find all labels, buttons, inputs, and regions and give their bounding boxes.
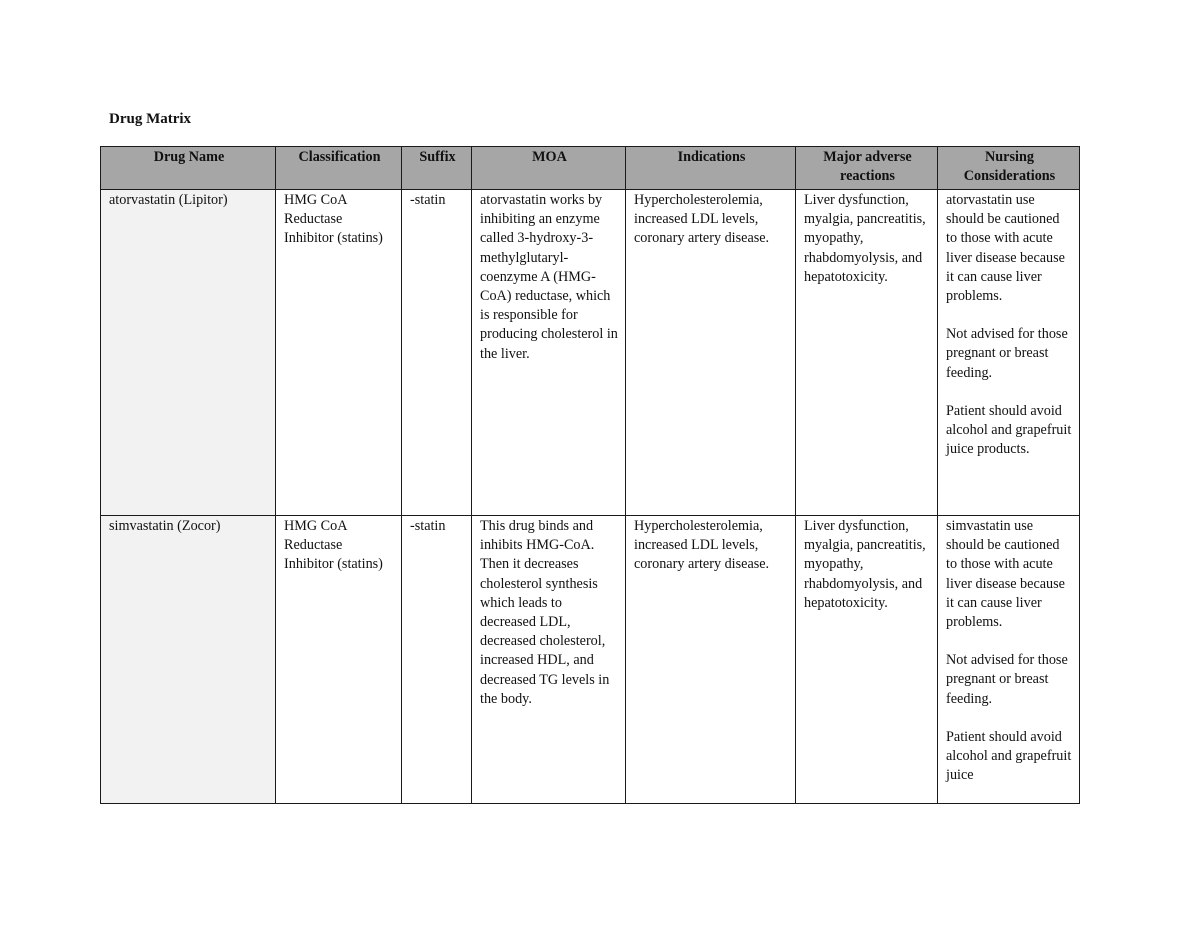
moa-cell: This drug binds and inhibits HMG-CoA. Then it decreases cholesterol synthesis which leads to decreased LDL, decreased cholesterol, increased HDL, and decreased TG levels in the body. [472,516,626,804]
table-row [101,516,1080,804]
nursing-paragraph: Not advised for those pregnant or breast feeding. [946,326,1068,381]
header-indications: Indications [626,147,796,190]
drug-name-cell: atorvastatin (Lipitor) [101,190,276,516]
classification-cell: HMG CoA Reductase Inhibitor (statins) [276,516,402,804]
header-nursing-considerations: Nursing Considerations [938,147,1080,190]
suffix-cell: -statin [402,190,472,516]
nursing-considerations-cell [938,190,1080,516]
header-adverse-reactions: Major adverse reactions [796,147,938,190]
document-title: Drug Matrix [109,111,192,127]
nursing-paragraph: Patient should avoid alcohol and grapefruit juice products. [946,402,1072,458]
header-suffix: Suffix [402,147,472,190]
moa-cell: atorvastatin works by inhibiting an enzyme called 3-hydroxy-3-methylglutaryl-coenzyme A (HMG-CoA) reductase, which is responsible for producing cholesterol in the liver. [472,190,626,516]
table-header-row [101,147,1080,190]
table-row [101,190,1080,516]
adverse-reactions-cell: Liver dysfunction, myalgia, pancreatitis, myopathy, rhabdomyolysis, and hepatotoxicity. [796,190,938,516]
header-drug-name: Drug Name [101,147,276,190]
drug-matrix-table [100,146,1080,804]
nursing-paragraph: atorvastatin use should be cautioned to those with acute liver disease because it can cause liver problems. [946,192,1065,305]
nursing-considerations-cell [938,516,1080,804]
nursing-paragraph: Patient should avoid alcohol and grapefruit juice [946,728,1072,784]
indications-cell: Hypercholesterolemia, increased LDL levels, coronary artery disease. [626,190,796,516]
header-moa: MOA [472,147,626,190]
nursing-paragraph: simvastatin use should be cautioned to those with acute liver disease because it can cause liver problems. [946,518,1065,631]
suffix-cell: -statin [402,516,472,804]
indications-cell: Hypercholesterolemia, increased LDL levels, coronary artery disease. [626,516,796,804]
classification-cell: HMG CoA Reductase Inhibitor (statins) [276,190,402,516]
adverse-reactions-cell: Liver dysfunction, myalgia, pancreatitis, myopathy, rhabdomyolysis, and hepatotoxicity. [796,516,938,804]
nursing-paragraph: Not advised for those pregnant or breast feeding. [946,652,1068,707]
drug-name-cell: simvastatin (Zocor) [101,516,276,804]
header-classification: Classification [276,147,402,190]
